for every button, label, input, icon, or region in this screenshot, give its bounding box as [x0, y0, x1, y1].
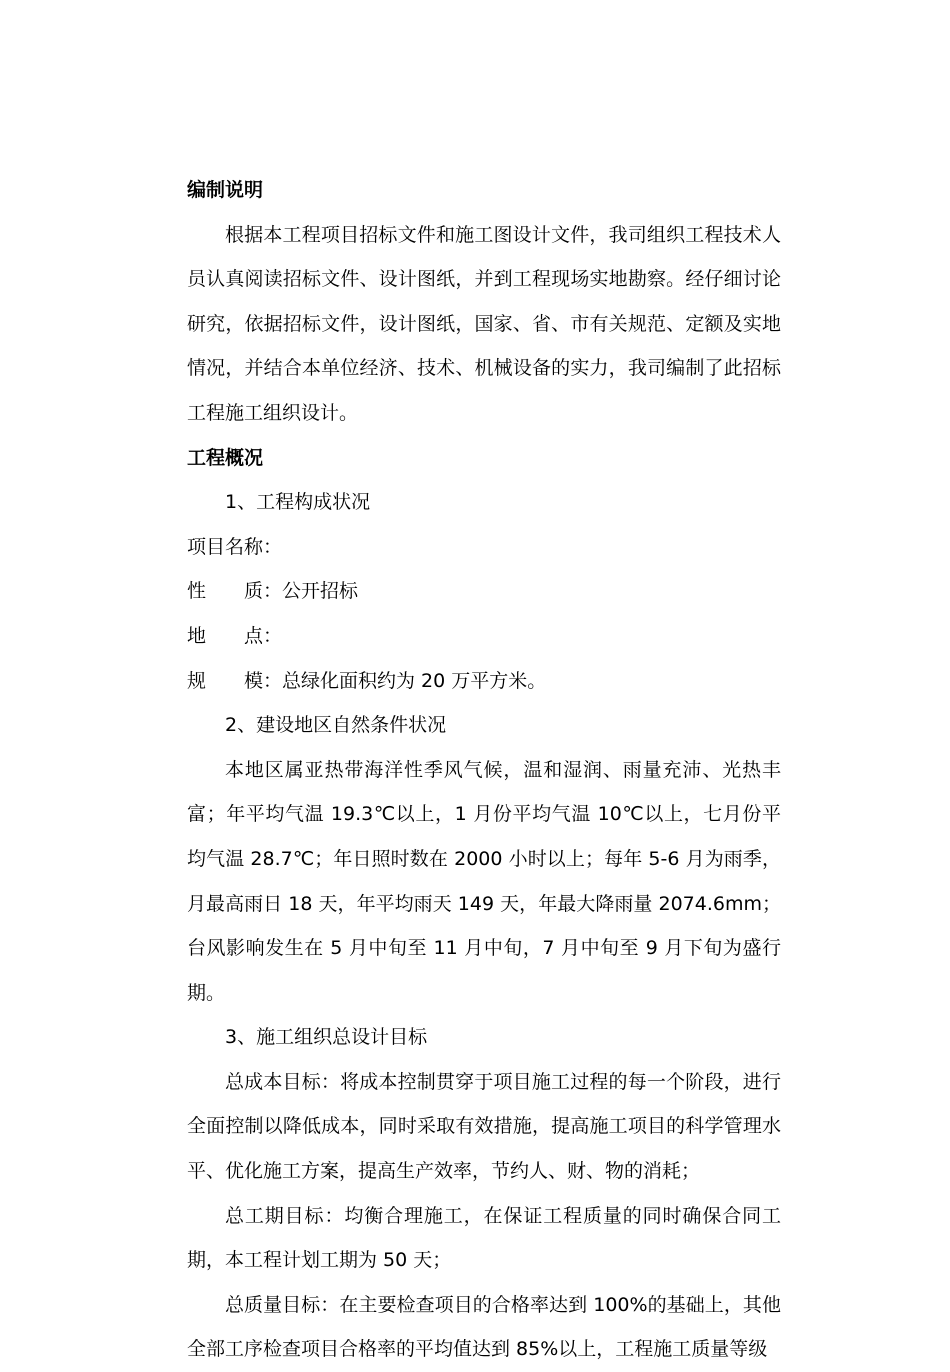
cost-goal-paragraph: 总成本目标：将成本控制贯穿于项目施工过程的每一个阶段，进行全面控制以降低成本，同时采取有效措施，提高施工项目的科学管理水平、优化施工方案，提高生产效率，节约人、财、物的消耗；	[187, 1070, 781, 1183]
scale-label-char: 规	[187, 669, 207, 692]
compilation-paragraph: 根据本工程项目招标文件和施工图设计文件，我司组织工程技术人员认真阅读招标文件、设计图纸，并到工程现场实地勘察。经仔细讨论研究，依据招标文件，设计图纸，国家、省、市有关规范、定额及实地情况，并结合本单位经济、技术、机械设备的实力，我司编制了此招标工程施工组织设计。	[187, 223, 781, 424]
nature-label-char: 性	[187, 580, 207, 603]
subheading-project-composition: 1、工程构成状况	[225, 491, 371, 514]
location-value: 点：	[244, 624, 283, 647]
quality-goal-paragraph: 总质量目标：在主要检查项目的合格率达到 100%的基础上，其他全部工序检查项目合格率的平均值达到 85%以上，工程施工质量等级	[187, 1293, 781, 1361]
nature-value: 质：公开招标	[244, 580, 359, 603]
subheading-design-goals: 3、施工组织总设计目标	[225, 1026, 428, 1049]
subheading-natural-conditions: 2、建设地区自然条件状况	[225, 714, 447, 737]
climate-paragraph: 本地区属亚热带海洋性季风气候，温和湿润、雨量充沛、光热丰富；年平均气温 19.3℃以上，1 月份平均气温 10℃以上，七月份平均气温 28.7℃；年日照时数在 2000 小时以上；每年 5-6 月为雨季，月最高雨日 18 天，年平均雨天 149 天，年最大降雨量 2074.6mm；台风影响发生在 5 月中旬至 11 月中旬，7 月中旬至 9 月下旬为盛行期。	[187, 758, 781, 1004]
location-label-char: 地	[187, 624, 207, 647]
scale-value: 模：总绿化面积约为 20 万平方米。	[244, 669, 547, 692]
scale-line	[187, 659, 781, 704]
project-name-line: 项目名称：	[187, 535, 283, 558]
section-title-project-overview: 工程概况	[187, 446, 264, 469]
nature-line	[187, 569, 781, 614]
location-line	[187, 614, 781, 659]
section-title-compilation-notes: 编制说明	[187, 179, 264, 201]
schedule-goal-paragraph: 总工期目标：均衡合理施工，在保证工程质量的同时确保合同工期，本工程计划工期为 50 天；	[187, 1204, 781, 1272]
document-body	[187, 168, 781, 1372]
